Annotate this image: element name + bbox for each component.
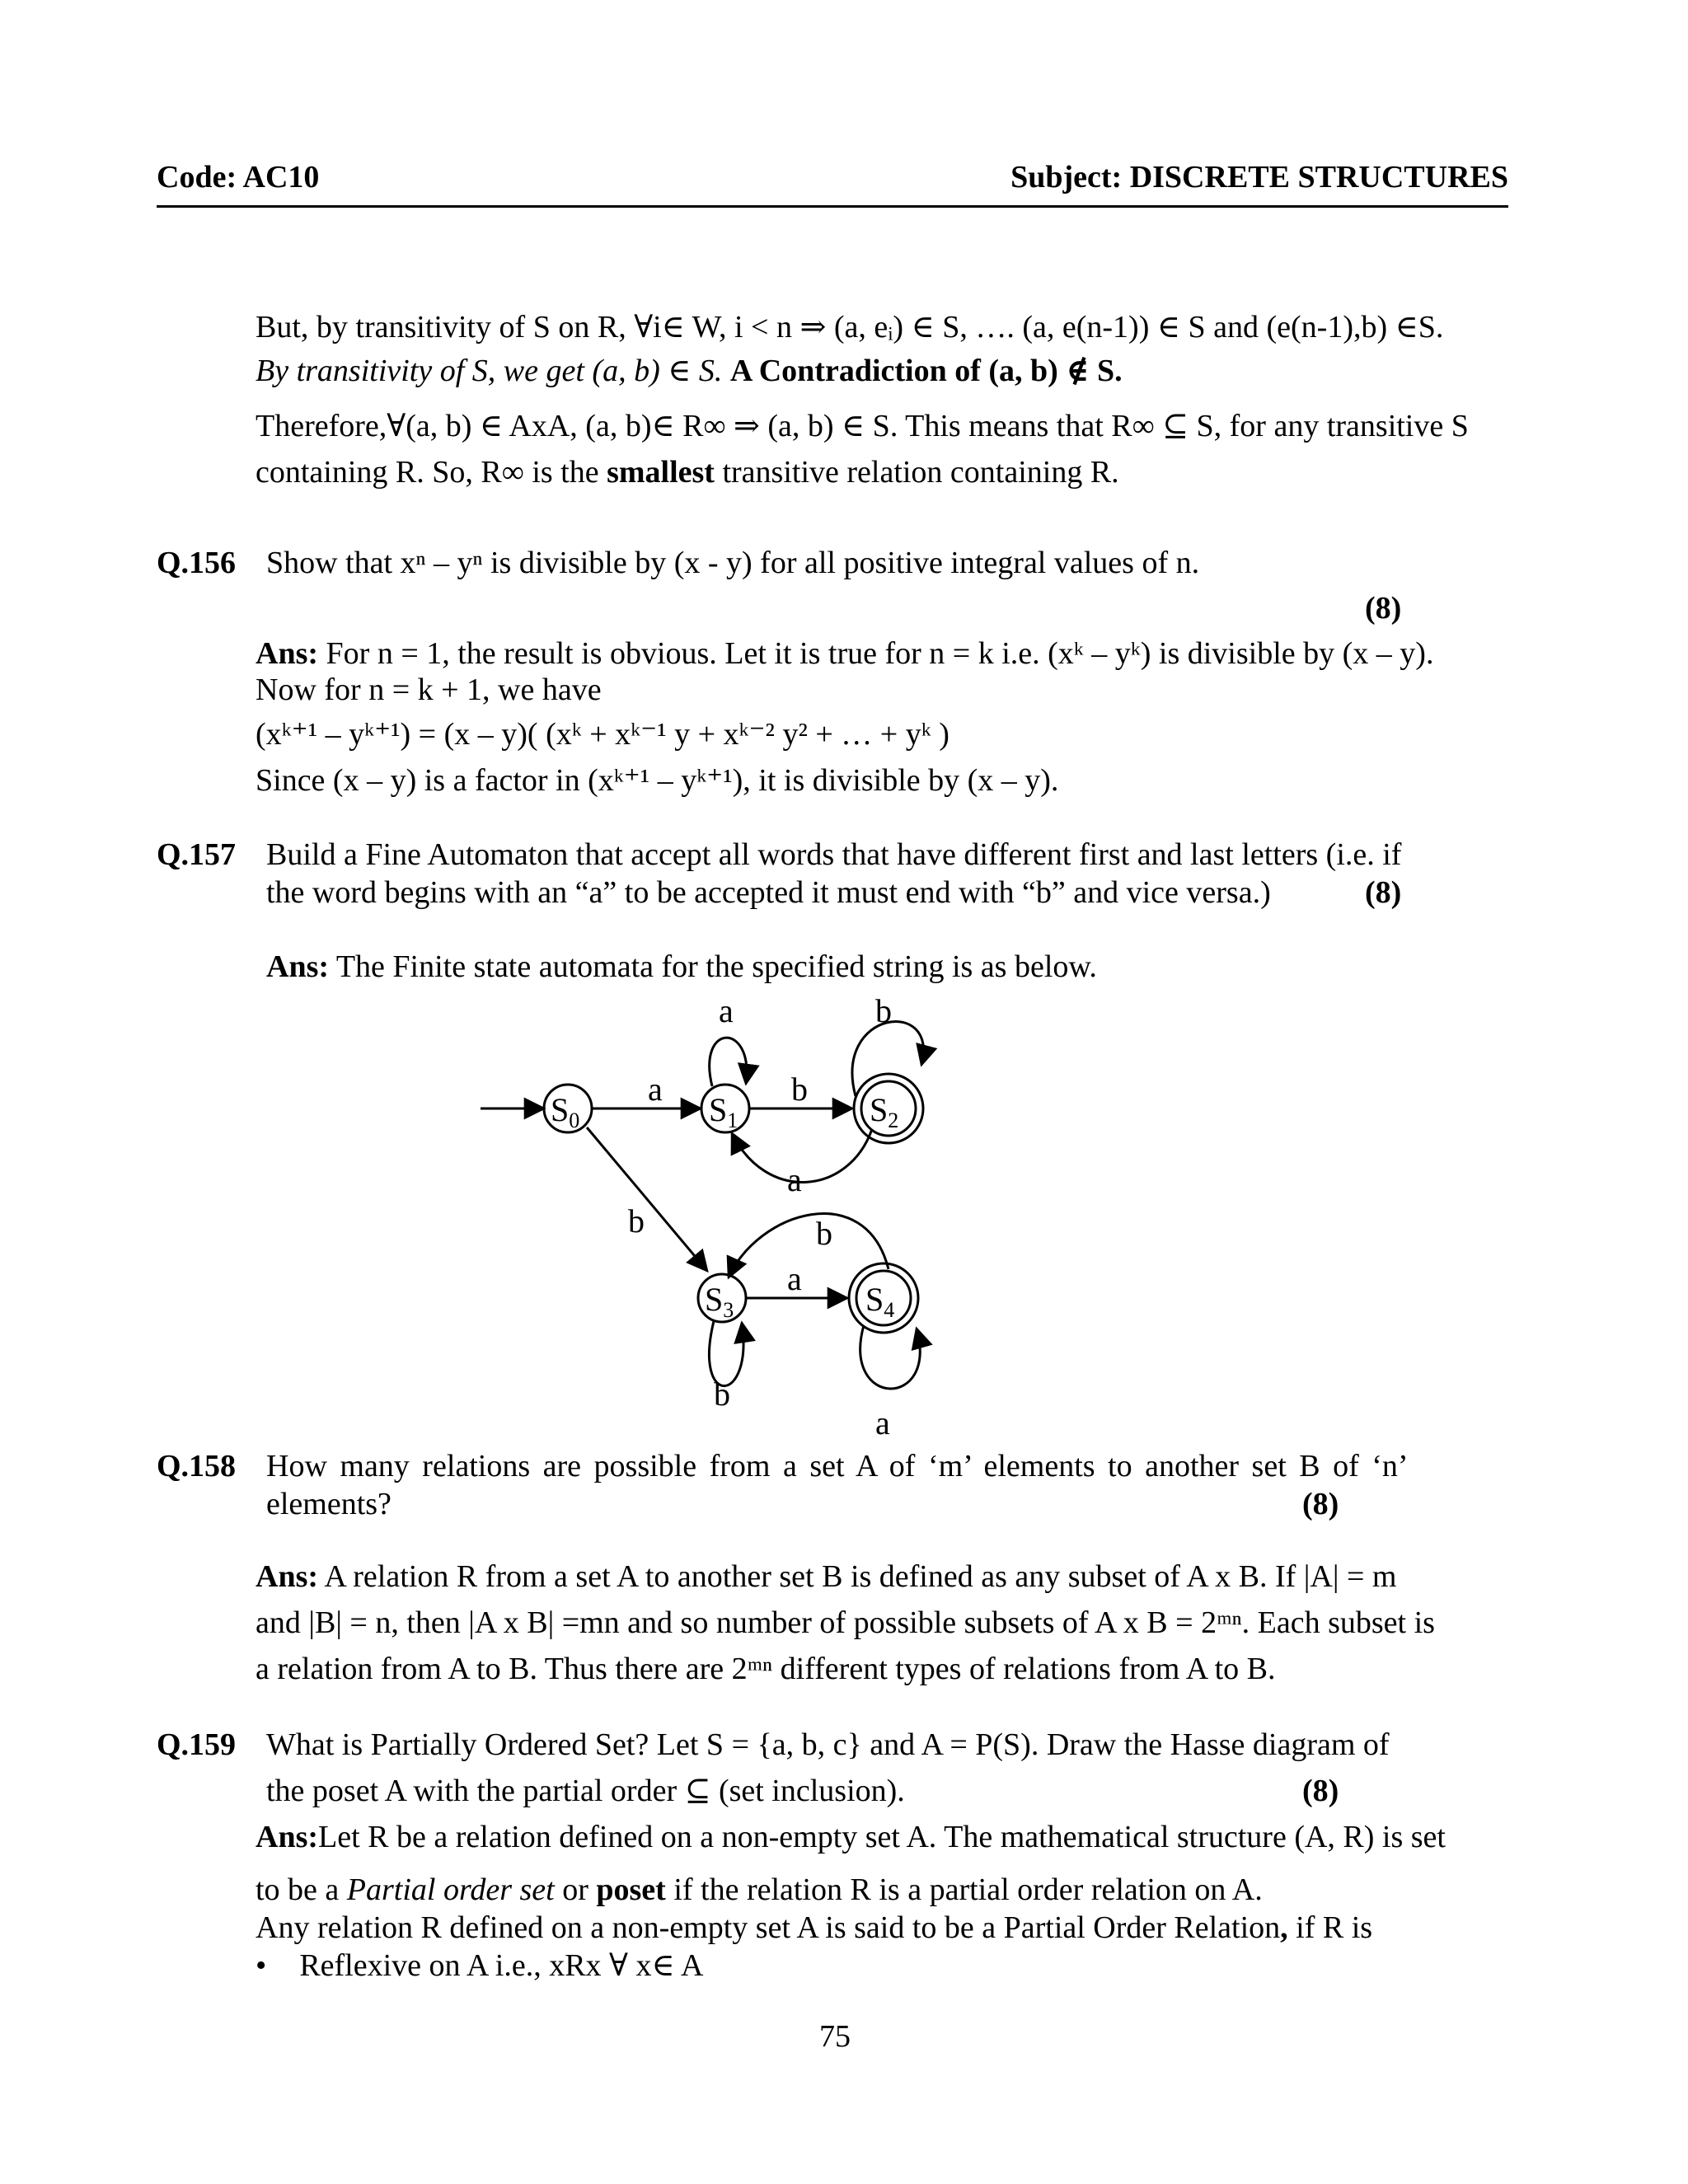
proof-line-2a: By transitivity of S, we get (a, b) ∈ S. <box>256 354 730 388</box>
q159-ans2b: Partial order set <box>346 1872 555 1907</box>
q158-ans-label: Ans: <box>256 1559 319 1594</box>
proof-line-4a: containing R. So, R∞ is the <box>256 455 607 490</box>
q159-bullet-text: Reflexive on A i.e., xRx ∀ x∈ A <box>299 1948 704 1983</box>
state-label-s4: $S_4$ <box>865 1281 895 1322</box>
header-code: Code: AC10 <box>157 160 320 194</box>
label-s4-s3: b <box>816 1215 832 1252</box>
label-s4-loop: a <box>875 1404 890 1441</box>
label-s1-loop: a <box>719 992 734 1029</box>
q157-number: Q.157 <box>157 837 237 872</box>
q157-text-2: the word begins with an “a” to be accepted it must end with “b” and vice versa.) <box>266 875 1271 910</box>
q156-answer-line-4: Since (x – y) is a factor in (xᵏ⁺¹ – yᵏ⁺¹), it is divisible by (x – y). <box>256 763 1059 798</box>
q156-ans-label: Ans: <box>256 636 319 671</box>
q159-ans2d: poset <box>596 1872 666 1907</box>
q159-ans3a: Any relation R defined on a non-empty set A is said to be a Partial Order Relation <box>256 1910 1281 1945</box>
q159-answer-line-2 <box>256 1871 1263 1910</box>
q156-number: Q.156 <box>157 546 237 580</box>
label-s2-loop: b <box>875 992 892 1029</box>
proof-line-1: But, by transitivity of S on R, ∀i∈ W, i < n ⇒ (a, eᵢ) ∈ S, …. (a, e(n-1)) ∈ S and (e(n-1),b) ∈S. <box>256 310 1444 344</box>
q158-marks: (8) <box>1302 1487 1339 1521</box>
state-label-s0: $S_0$ <box>551 1091 580 1132</box>
proof-line-4b: smallest <box>607 455 715 490</box>
state-label-s2: $S_2$ <box>870 1091 899 1132</box>
q158-number: Q.158 <box>157 1449 237 1483</box>
state-label-s3: $S_3$ <box>705 1281 734 1322</box>
q159-ans2e: if the relation R is a partial order relation on A. <box>665 1872 1263 1907</box>
q159-text-1: What is Partially Ordered Set? Let S = {a, b, c} and A = P(S). Draw the Hasse diagram of <box>266 1727 1390 1762</box>
q156-answer-line-2: Now for n = k + 1, we have <box>256 673 602 707</box>
q159-answer-line-1 <box>256 1818 1446 1858</box>
q159-ans-label: Ans: <box>256 1820 319 1854</box>
edge-s4-loop <box>860 1325 921 1389</box>
state-label-s1: $S_1$ <box>709 1091 738 1132</box>
q158-text-1: How many relations are possible from a set A of ‘m’ elements to another set B of ‘n’ <box>266 1449 1409 1483</box>
edge-s2-s1 <box>732 1129 872 1183</box>
q159-bullet-reflexive <box>256 1947 703 1986</box>
q159-number: Q.159 <box>157 1727 237 1762</box>
q156-marks: (8) <box>1365 591 1402 626</box>
q158-ans1: A relation R from a set A to another set B is defined as any subset of A x B. If |A| = m <box>318 1559 1397 1594</box>
q157-ans-label: Ans: <box>266 949 330 984</box>
q158-text-2: elements? <box>266 1487 392 1521</box>
label-s0-s1: a <box>648 1071 663 1108</box>
q157-text-1: Build a Fine Automaton that accept all words that have different first and last letters (i.e. if <box>266 837 1402 872</box>
header-subject: Subject: DISCRETE STRUCTURES <box>1010 160 1508 194</box>
q159-ans2a: to be a <box>256 1872 347 1907</box>
q158-answer-line-2: and |B| = n, then |A x B| =mn and so number of possible subsets of A x B = 2ᵐⁿ. Each subset is <box>256 1605 1435 1640</box>
page-number: 75 <box>819 2019 851 2054</box>
label-s3-loop: b <box>714 1376 730 1413</box>
label-s1-s2: b <box>791 1071 808 1108</box>
label-s0-s3: b <box>628 1202 645 1240</box>
q157-ans: The Finite state automata for the specified string is as below. <box>329 949 1097 984</box>
q159-answer-line-3 <box>256 1909 1372 1948</box>
q159-ans2c: or <box>554 1872 597 1907</box>
edge-s0-s3 <box>587 1127 707 1271</box>
q159-ans1: Let R be a relation defined on a non-empty set A. The mathematical structure (A, R) is set <box>318 1820 1446 1854</box>
label-s2-s1: a <box>787 1161 802 1198</box>
label-s3-s4: a <box>787 1260 802 1297</box>
proof-line-2b: A Contradiction of (a, b) ∉ S. <box>729 354 1123 388</box>
edge-s1-loop <box>710 1038 747 1086</box>
q159-ans3c: if R is <box>1287 1910 1373 1945</box>
q156-answer-line-3: (xᵏ⁺¹ – yᵏ⁺¹) = (x – y)( (xᵏ + xᵏ⁻¹ y + xᵏ⁻² y² + … + yᵏ ) <box>256 717 950 752</box>
q159-marks: (8) <box>1302 1774 1339 1808</box>
bullet-dot-icon: • <box>256 1948 267 1983</box>
q157-marks: (8) <box>1365 875 1402 910</box>
proof-line-3: Therefore,∀(a, b) ∈ AxA, (a, b)∈ R∞ ⇒ (a, b) ∈ S. This means that R∞ ⊆ S, for any transitive S <box>256 409 1469 443</box>
q158-answer-line-3: a relation from A to B. Thus there are 2ᵐⁿ different types of relations from A to B. <box>256 1652 1276 1686</box>
q159-ans3b: , <box>1280 1910 1288 1945</box>
proof-line-4c: transitive relation containing R. <box>714 455 1119 490</box>
q159-text-2: the poset A with the partial order ⊆ (set inclusion). <box>266 1774 905 1808</box>
q156-text: Show that xⁿ – yⁿ is divisible by (x - y) for all positive integral values of n. <box>266 546 1200 580</box>
q156-ans1: For n = 1, the result is obvious. Let it is true for n = k i.e. (xᵏ – yᵏ) is divisible by (x – y). <box>318 636 1434 671</box>
q158-answer-line-1 <box>256 1558 1396 1597</box>
